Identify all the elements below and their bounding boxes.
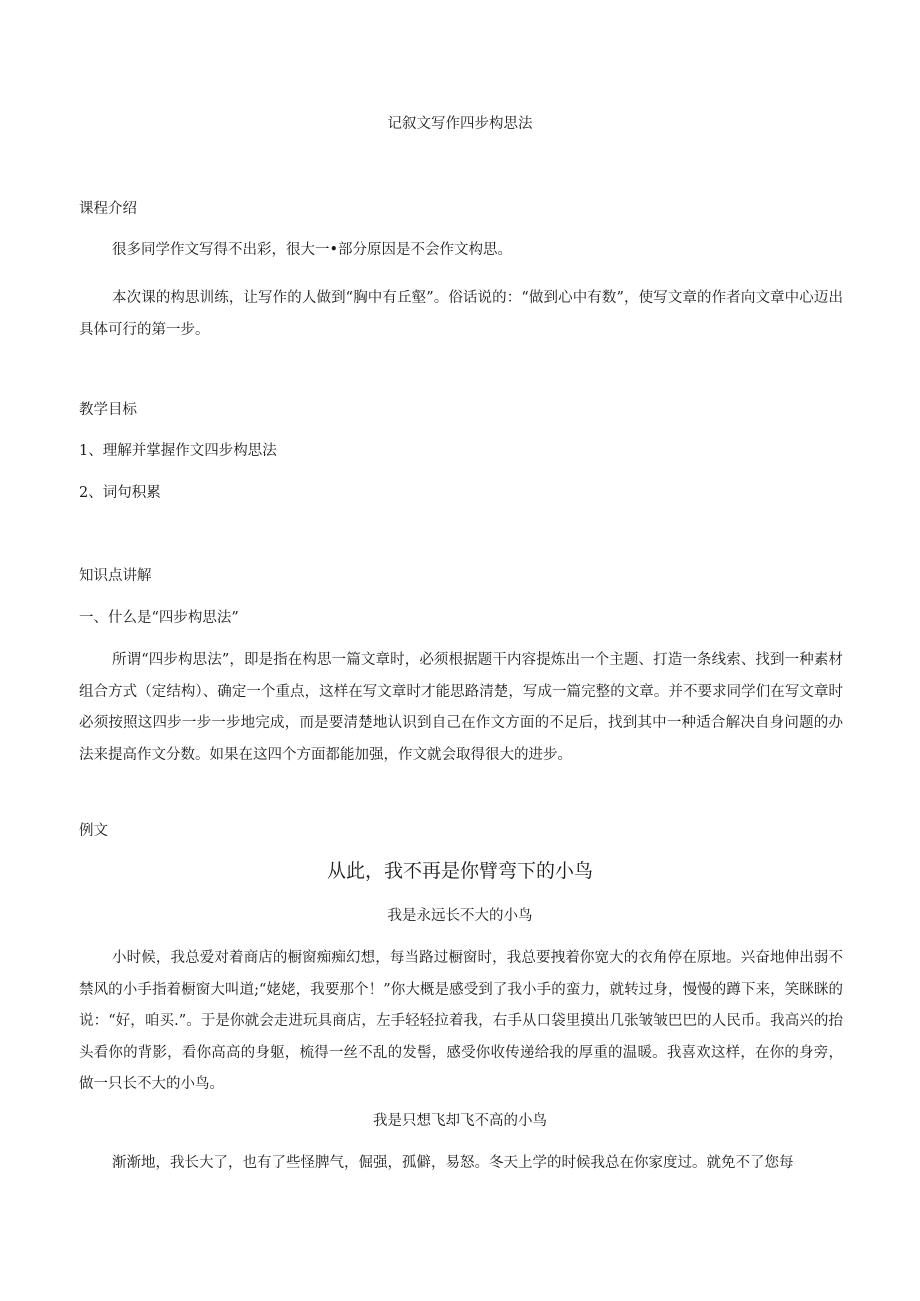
document-title: 记叙文写作四步构思法: [387, 116, 533, 132]
essay-section-1-text: 小时候，我总爱对着商店的橱窗痴痴幻想，每当路过橱窗时，我总要拽着你宽大的衣角停在原地。兴奋地伸出弱不禁风的小手指着橱窗大叫道;“姥姥，我要那个！”你大概是感受到了我小手的蛮力，就转过身，慢慢的蹲下来，笑眯眯的说：“好，咱买.”。于是你就会走进玩具商店，左手轻轻拉着我，右手从口袋里摸出几张皱皱巴巴的人民币。我高兴的抬头看你的背影，看你高高的身躯，梳得一丝不乱的发髻，感受你收传递给我的厚重的温暖。我喜欢这样，在你的身旁，做一只长不大的小鸟。: [79, 950, 843, 1092]
essay-title: 从此，我不再是你臂弯下的小鸟: [326, 860, 593, 882]
knowledge-paragraph: 所谓“四步构思法”，即是指在构思一篇文章时，必须根据题干内容提炼出一个主题、打造一条线索、找到一种素材组合方式（定结构）、确定一个重点，这样在写文章时才能思路清楚，写成一篇完整的文章。并不要求同学们在写文章时必须按照这四步一步一步地完成，而是要清楚地认识到自己在作文方面的不足后，找到其中一种适合解决自身问题的办法来提高作文分数。如果在这四个方面都能加强，作文就会取得很大的进步。: [79, 652, 843, 763]
essay-section-2-title: 我是只想飞却飞不高的小鸟: [373, 1113, 547, 1129]
goals-heading: 教学目标: [79, 402, 137, 418]
goal-item-1: 1、理解并掌握作文四步构思法: [79, 443, 277, 459]
course-intro-paragraph-1: 很多同学作文写得不出彩，很大一•部分原因是不会作文构思。: [112, 242, 513, 258]
knowledge-heading: 知识点讲解: [79, 568, 152, 584]
essay-section-2-text: 渐渐地，我长大了，也有了些怪脾气，倔强，孤僻，易怒。冬天上学的时候我总在你家度过。就免不了您每: [112, 1155, 794, 1171]
goal-item-2: 2、词句积累: [79, 485, 161, 501]
essay-section-1-title: 我是永远长不大的小鸟: [387, 908, 533, 924]
course-intro-paragraph-2: 本次课的构思训练，让写作的人做到“胸中有丘壑”。俗话说的：“做到心中有数”，使写文章的作者向文章中心迈出具体可行的第一步。: [79, 290, 843, 338]
knowledge-subheading: 一、什么是“四步构思法”: [79, 610, 239, 626]
example-heading: 例文: [79, 823, 108, 839]
course-intro-heading: 课程介绍: [79, 201, 137, 217]
